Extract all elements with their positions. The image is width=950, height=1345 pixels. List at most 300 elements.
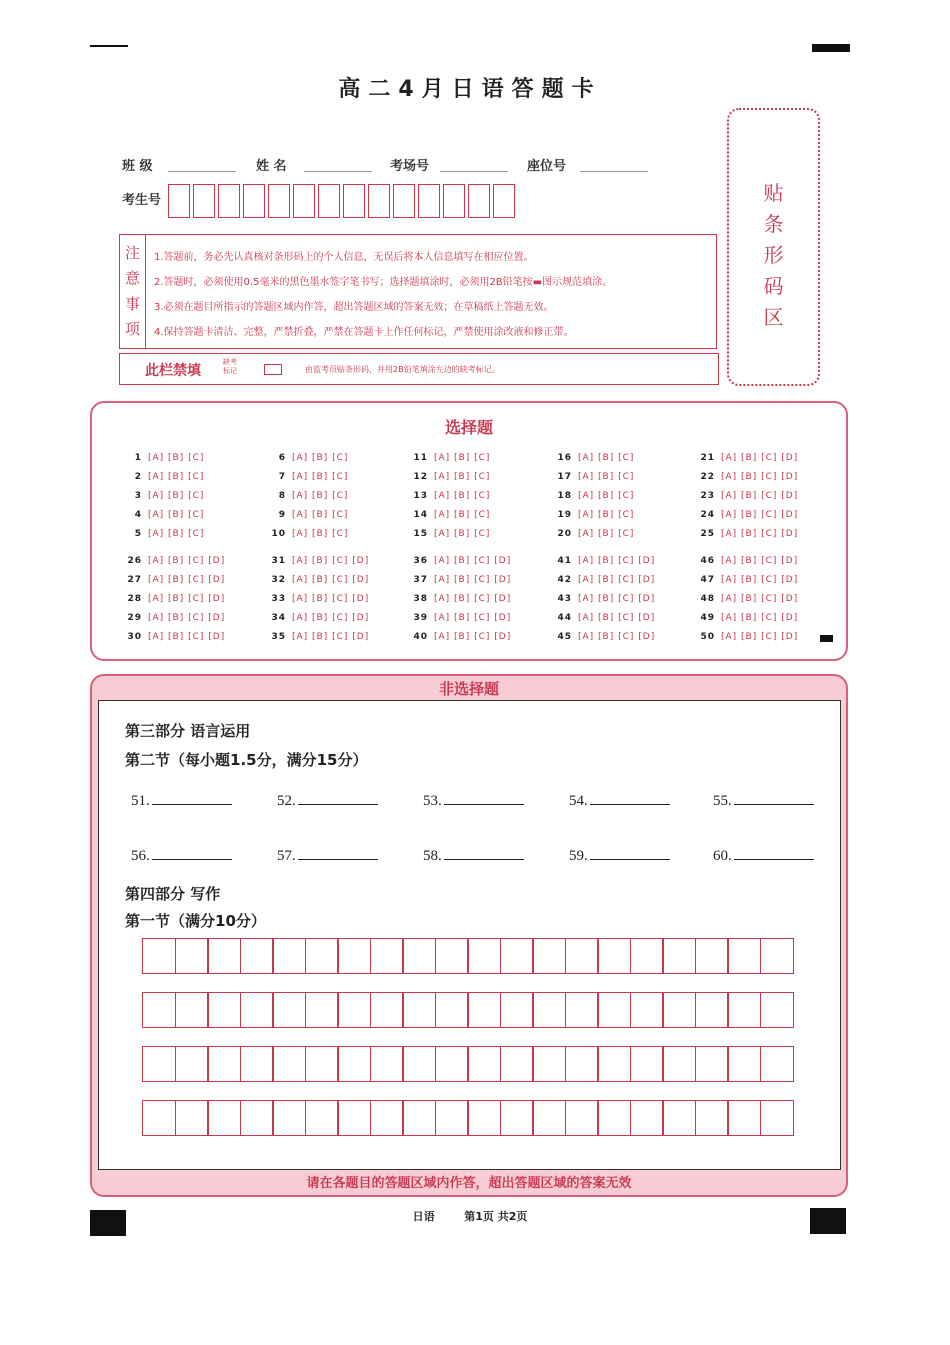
mc-question-number: 3 — [134, 491, 142, 501]
mc-question-number: 17 — [557, 472, 572, 482]
mc-question[interactable] — [126, 491, 204, 501]
mc-question[interactable] — [699, 594, 798, 604]
mc-options[interactable]: [A] [B] [C] [D] — [721, 632, 799, 642]
mc-question-number: 48 — [700, 594, 715, 604]
mc-options[interactable]: [A] [B] [C] [D] — [292, 613, 370, 623]
writing-grid-cell[interactable] — [240, 992, 274, 1028]
mc-options[interactable]: [A] [B] [C] [D] — [721, 594, 799, 604]
writing-grid-cell[interactable] — [760, 1100, 794, 1136]
blank-number: 59. — [569, 848, 588, 864]
mc-question-number: 11 — [413, 453, 428, 463]
student-id-digit-box[interactable] — [243, 184, 265, 218]
writing-grid-cell[interactable] — [142, 1100, 176, 1136]
writing-grid-row — [142, 992, 792, 1028]
writing-grid-cell[interactable] — [532, 992, 566, 1028]
mc-question-number: 30 — [127, 632, 142, 642]
mc-question[interactable] — [699, 613, 798, 623]
mc-question-number: 10 — [271, 529, 286, 539]
mc-options[interactable]: [A] [B] [C] — [148, 510, 205, 520]
mc-question[interactable] — [126, 472, 204, 482]
mc-question[interactable] — [126, 453, 204, 463]
room-field[interactable] — [440, 171, 508, 172]
mc-question-number: 8 — [278, 491, 286, 501]
blank-line[interactable] — [152, 792, 232, 805]
mc-options[interactable]: [A] [B] [C] — [578, 491, 635, 501]
writing-grid-row — [142, 938, 792, 974]
writing-grid-cell[interactable] — [305, 1100, 339, 1136]
blank-number: 57. — [277, 848, 296, 864]
writing-grid-cell[interactable] — [467, 1100, 501, 1136]
mc-options[interactable]: [A] [B] [C] — [578, 453, 635, 463]
writing-grid-cell[interactable] — [630, 992, 664, 1028]
forbidden-field — [119, 353, 719, 385]
student-id-digit-box[interactable] — [443, 184, 465, 218]
mc-question-number: 45 — [557, 632, 572, 642]
mc-options[interactable]: [A] [B] [C] [D] — [578, 632, 656, 642]
mc-options[interactable]: [A] [B] [C] — [434, 529, 491, 539]
mc-question-number: 23 — [700, 491, 715, 501]
mc-question[interactable] — [699, 472, 798, 482]
absence-mark-box[interactable] — [264, 364, 282, 375]
writing-grid-cell[interactable] — [337, 992, 371, 1028]
blank-line[interactable] — [734, 792, 814, 805]
mc-options[interactable]: [A] [B] [C] — [292, 510, 349, 520]
timing-mark — [820, 635, 833, 642]
notes-heading-char: 事 — [124, 294, 140, 313]
mc-question-number: 42 — [557, 575, 572, 585]
writing-grid-cell[interactable] — [467, 992, 501, 1028]
mc-options[interactable]: [A] [B] [C] [D] — [721, 453, 799, 463]
mc-options[interactable]: [A] [B] [C] [D] — [148, 594, 226, 604]
writing-grid-cell[interactable] — [370, 992, 404, 1028]
student-id-digit-box[interactable] — [193, 184, 215, 218]
mc-options[interactable]: [A] [B] [C] — [292, 529, 349, 539]
student-id-boxes[interactable] — [168, 184, 518, 218]
mc-question[interactable] — [556, 510, 634, 520]
writing-grid-cell[interactable] — [402, 992, 436, 1028]
mc-question-number: 40 — [413, 632, 428, 642]
mc-question[interactable] — [126, 632, 225, 642]
writing-grid-cell[interactable] — [305, 992, 339, 1028]
student-id-digit-box[interactable] — [343, 184, 365, 218]
mc-question-number: 28 — [127, 594, 142, 604]
mc-options[interactable]: [A] [B] [C] — [148, 529, 205, 539]
mc-question-number: 25 — [700, 529, 715, 539]
mc-question[interactable] — [556, 491, 634, 501]
writing-grid-cell[interactable] — [532, 1046, 566, 1082]
writing-grid-cell[interactable] — [565, 1100, 599, 1136]
writing-grid-cell[interactable] — [662, 938, 696, 974]
mc-question-number: 16 — [557, 453, 572, 463]
mc-question-number: 44 — [557, 613, 572, 623]
writing-grid-row — [142, 1046, 792, 1082]
writing-grid-cell[interactable] — [565, 992, 599, 1028]
writing-grid-cell[interactable] — [727, 1100, 761, 1136]
blank-line[interactable] — [734, 847, 814, 860]
mc-question[interactable] — [126, 575, 225, 585]
mc-question[interactable] — [699, 453, 798, 463]
writing-grid-cell[interactable] — [597, 1100, 631, 1136]
writing-grid-cell[interactable] — [662, 1100, 696, 1136]
mc-question[interactable] — [412, 613, 511, 623]
writing-grid-cell[interactable] — [337, 1100, 371, 1136]
mc-question[interactable] — [412, 529, 490, 539]
mc-question[interactable] — [270, 556, 369, 566]
mc-question[interactable] — [556, 529, 634, 539]
writing-grid-cell[interactable] — [727, 1046, 761, 1082]
writing-grid-cell[interactable] — [662, 992, 696, 1028]
writing-grid-cell[interactable] — [337, 938, 371, 974]
name-field[interactable] — [304, 171, 372, 172]
mc-question-number: 35 — [271, 632, 286, 642]
mc-question-number: 46 — [700, 556, 715, 566]
mc-question-number: 24 — [700, 510, 715, 520]
mc-question-number: 13 — [413, 491, 428, 501]
blank-line[interactable] — [298, 847, 378, 860]
mc-options[interactable]: [A] [B] [C] — [578, 510, 635, 520]
writing-grid-cell[interactable] — [467, 938, 501, 974]
mc-question[interactable] — [412, 632, 511, 642]
mc-question[interactable] — [699, 510, 798, 520]
mc-question-number: 36 — [413, 556, 428, 566]
writing-grid-cell[interactable] — [305, 1046, 339, 1082]
blank-number: 53. — [423, 793, 442, 809]
mc-options[interactable]: [A] [B] [C] [D] — [434, 594, 512, 604]
mc-question[interactable] — [270, 529, 348, 539]
note-item: 2.答题时，必须使用0.5毫米的黑色墨水签字笔书写；选择题填涂时，必须用2B铅笔按▬图示规范填涂。 — [154, 277, 613, 288]
multiple-choice-title: 选择题 — [444, 418, 493, 437]
fill-in-blank[interactable] — [569, 792, 670, 810]
blank-number: 51. — [131, 793, 150, 809]
non-choice-answer-area — [98, 700, 841, 1170]
student-id-digit-box[interactable] — [318, 184, 340, 218]
writing-grid-cell[interactable] — [142, 992, 176, 1028]
fill-in-blank[interactable] — [277, 792, 378, 810]
mc-question[interactable] — [126, 529, 204, 539]
non-choice-footer-warning: 请在各题目的答题区域内作答，超出答题区域的答案无效 — [306, 1176, 632, 1191]
mc-question-number: 32 — [271, 575, 286, 585]
notes-heading — [120, 235, 146, 348]
writing-grid-cell[interactable] — [207, 1046, 241, 1082]
mc-options[interactable]: [A] [B] [C] — [434, 453, 491, 463]
mc-question-number: 29 — [127, 613, 142, 623]
writing-grid-cell[interactable] — [662, 1046, 696, 1082]
mc-options[interactable]: [A] [B] [C] [D] — [292, 594, 370, 604]
fill-in-blank[interactable] — [713, 847, 814, 865]
writing-grid-cell[interactable] — [272, 992, 306, 1028]
mc-question[interactable] — [556, 472, 634, 482]
mc-options[interactable]: [A] [B] [C] [D] — [578, 575, 656, 585]
mc-question[interactable] — [556, 632, 655, 642]
mc-options[interactable]: [A] [B] [C] [D] — [721, 491, 799, 501]
name-label: 姓 名 — [256, 159, 287, 174]
writing-grid-cell[interactable] — [695, 938, 729, 974]
blank-number: 60. — [713, 848, 732, 864]
mc-question[interactable] — [412, 491, 490, 501]
mc-question-number: 33 — [271, 594, 286, 604]
mc-question[interactable] — [270, 613, 369, 623]
writing-grid-cell[interactable] — [240, 938, 274, 974]
mc-question-number: 20 — [557, 529, 572, 539]
mc-question-number: 39 — [413, 613, 428, 623]
mc-question-number: 47 — [700, 575, 715, 585]
writing-grid-cell[interactable] — [402, 1046, 436, 1082]
mc-question[interactable] — [556, 594, 655, 604]
mc-options[interactable]: [A] [B] [C] [D] — [721, 529, 799, 539]
mc-question-number: 7 — [278, 472, 286, 482]
fill-in-blank[interactable] — [277, 847, 378, 865]
writing-grid-cell[interactable] — [175, 938, 209, 974]
writing-grid-cell[interactable] — [500, 938, 534, 974]
blank-line[interactable] — [152, 847, 232, 860]
class-field[interactable] — [168, 171, 236, 172]
writing-grid-cell[interactable] — [435, 1046, 469, 1082]
page-title: 高二4月日语答题卡 — [338, 77, 602, 102]
writing-grid-cell[interactable] — [760, 1046, 794, 1082]
class-label: 班 级 — [122, 159, 153, 174]
mc-question-number: 12 — [413, 472, 428, 482]
writing-grid-cell[interactable] — [597, 992, 631, 1028]
mc-options[interactable]: [A] [B] [C] — [148, 491, 205, 501]
writing-grid-cell[interactable] — [500, 992, 534, 1028]
part3-heading: 第三部分 语言运用 — [125, 722, 251, 740]
non-choice-section — [90, 674, 848, 1197]
mc-question[interactable] — [556, 613, 655, 623]
mc-question[interactable] — [699, 491, 798, 501]
writing-grid-cell[interactable] — [597, 1046, 631, 1082]
mc-options[interactable]: [A] [B] [C] — [434, 472, 491, 482]
mc-question-number: 50 — [700, 632, 715, 642]
blank-line[interactable] — [590, 792, 670, 805]
section1-heading: 第一节（满分10分） — [125, 912, 266, 930]
writing-grid-cell[interactable] — [760, 992, 794, 1028]
fill-in-blank[interactable] — [713, 792, 814, 810]
mc-options[interactable]: [A] [B] [C] [D] — [578, 556, 656, 566]
writing-grid-cell[interactable] — [695, 1046, 729, 1082]
writing-grid-cell[interactable] — [695, 1100, 729, 1136]
mc-question[interactable] — [556, 556, 655, 566]
mc-question-number: 31 — [271, 556, 286, 566]
mc-options[interactable]: [A] [B] [C] — [292, 472, 349, 482]
mc-options[interactable]: [A] [B] [C] — [148, 472, 205, 482]
forbidden-label: 此栏禁填 — [145, 363, 201, 379]
writing-grid-cell[interactable] — [435, 1100, 469, 1136]
mc-question[interactable] — [556, 453, 634, 463]
mc-options[interactable]: [A] [B] [C] — [578, 529, 635, 539]
mc-question[interactable] — [126, 594, 225, 604]
mc-options[interactable]: [A] [B] [C] [D] — [434, 632, 512, 642]
mc-question-number: 21 — [700, 453, 715, 463]
mc-options[interactable]: [A] [B] [C] — [292, 453, 349, 463]
mc-question[interactable] — [126, 613, 225, 623]
mc-question[interactable] — [270, 632, 369, 642]
writing-grid-cell[interactable] — [272, 1046, 306, 1082]
writing-grid-cell[interactable] — [727, 992, 761, 1028]
mc-options[interactable]: [A] [B] [C] [D] — [292, 575, 370, 585]
student-id-digit-box[interactable] — [218, 184, 240, 218]
blank-line[interactable] — [444, 847, 524, 860]
mc-options[interactable]: [A] [B] [C] [D] — [721, 613, 799, 623]
mc-options[interactable]: [A] [B] [C] [D] — [148, 575, 226, 585]
writing-grid-cell[interactable] — [142, 938, 176, 974]
mc-question[interactable] — [270, 453, 348, 463]
writing-grid-cell[interactable] — [597, 938, 631, 974]
writing-grid-cell[interactable] — [727, 938, 761, 974]
mc-question[interactable] — [412, 472, 490, 482]
mc-question[interactable] — [270, 510, 348, 520]
writing-grid-cell[interactable] — [370, 1100, 404, 1136]
mc-question[interactable] — [270, 491, 348, 501]
writing-grid-cell[interactable] — [175, 1046, 209, 1082]
part4-heading: 第四部分 写作 — [125, 885, 221, 903]
mc-options[interactable]: [A] [B] [C] [D] — [721, 575, 799, 585]
student-id-digit-box[interactable] — [493, 184, 515, 218]
mc-options[interactable]: [A] [B] [C] [D] — [434, 556, 512, 566]
writing-grid-cell[interactable] — [760, 938, 794, 974]
student-id-digit-box[interactable] — [468, 184, 490, 218]
barcode-area-label: 贴 条 形 码 区 — [763, 181, 784, 329]
mc-question[interactable] — [270, 575, 369, 585]
blank-line[interactable] — [590, 847, 670, 860]
writing-grid-cell[interactable] — [532, 1100, 566, 1136]
writing-grid-cell[interactable] — [630, 1100, 664, 1136]
writing-grid-cell[interactable] — [467, 1046, 501, 1082]
student-id-label: 考生号 — [122, 193, 162, 208]
writing-grid-cell[interactable] — [175, 992, 209, 1028]
notes-heading-char: 项 — [124, 319, 140, 338]
blank-number: 58. — [423, 848, 442, 864]
corner-line-top-left — [90, 45, 128, 47]
mc-question[interactable] — [556, 575, 655, 585]
mc-options[interactable]: [A] [B] [C] — [434, 491, 491, 501]
fill-in-blank[interactable] — [423, 847, 524, 865]
seat-field[interactable] — [580, 171, 648, 172]
writing-grid-cell[interactable] — [175, 1100, 209, 1136]
mc-options[interactable]: [A] [B] [C] [D] — [434, 613, 512, 623]
note-item: 4.保持答题卡清洁、完整，严禁折叠，严禁在答题卡上作任何标记，严禁使用涂改液和修正带。 — [154, 327, 574, 338]
mc-question[interactable] — [699, 632, 798, 642]
mc-options[interactable]: [A] [B] [C] — [292, 491, 349, 501]
fill-in-blank[interactable] — [569, 847, 670, 865]
mc-question[interactable] — [270, 472, 348, 482]
writing-grid-cell[interactable] — [695, 992, 729, 1028]
writing-grid-cell[interactable] — [272, 938, 306, 974]
forbidden-note: 由监考员贴条形码，并用2B铅笔填涂左边的缺考标记。 — [305, 365, 500, 374]
blank-number: 54. — [569, 793, 588, 809]
writing-grid-cell[interactable] — [402, 1100, 436, 1136]
notes-list — [154, 245, 712, 345]
mc-question-number: 49 — [700, 613, 715, 623]
fill-in-blank[interactable] — [423, 792, 524, 810]
footer-subject: 日语 — [412, 1210, 435, 1223]
mc-question[interactable] — [126, 556, 225, 566]
writing-grid-cell[interactable] — [207, 992, 241, 1028]
writing-grid-cell[interactable] — [272, 1100, 306, 1136]
notes-heading-char: 意 — [124, 269, 140, 288]
blank-line[interactable] — [298, 792, 378, 805]
writing-grid-cell[interactable] — [435, 938, 469, 974]
mc-options[interactable]: [A] [B] [C] [D] — [292, 632, 370, 642]
student-id-digit-box[interactable] — [368, 184, 390, 218]
mc-options[interactable]: [A] [B] [C] [D] — [148, 613, 226, 623]
mc-question[interactable] — [412, 453, 490, 463]
note-item: 1.答题前，务必先认真核对条形码上的个人信息，无误后将本人信息填写在相应位置。 — [154, 252, 534, 263]
mc-options[interactable]: [A] [B] [C] [D] — [434, 575, 512, 585]
mc-question[interactable] — [699, 556, 798, 566]
writing-grid-cell[interactable] — [500, 1046, 534, 1082]
mc-question[interactable] — [412, 594, 511, 604]
mc-options[interactable]: [A] [B] [C] — [578, 472, 635, 482]
student-id-digit-box[interactable] — [293, 184, 315, 218]
mc-question[interactable] — [699, 575, 798, 585]
mc-options[interactable]: [A] [B] [C] [D] — [721, 472, 799, 482]
mc-options[interactable]: [A] [B] [C] [D] — [578, 594, 656, 604]
writing-grid-cell[interactable] — [240, 1100, 274, 1136]
mc-question-number: 34 — [271, 613, 286, 623]
writing-grid-cell[interactable] — [532, 938, 566, 974]
mc-question[interactable] — [126, 510, 204, 520]
writing-grid-cell[interactable] — [630, 938, 664, 974]
notes-heading-char: 注 — [124, 244, 140, 263]
mc-options[interactable]: [A] [B] [C] [D] — [721, 510, 799, 520]
mc-options[interactable]: [A] [B] [C] [D] — [292, 556, 370, 566]
footer-page-number: 第1页 共2页 — [464, 1210, 528, 1223]
mc-question[interactable] — [412, 556, 511, 566]
writing-grid-cell[interactable] — [630, 1046, 664, 1082]
writing-grid-row — [142, 1100, 792, 1136]
mc-question[interactable] — [699, 529, 798, 539]
fill-in-blank[interactable] — [131, 847, 232, 865]
writing-grid-cell[interactable] — [500, 1100, 534, 1136]
student-id-digit-box[interactable] — [393, 184, 415, 218]
mc-question[interactable] — [412, 575, 511, 585]
student-id-digit-box[interactable] — [418, 184, 440, 218]
writing-grid-cell[interactable] — [207, 1100, 241, 1136]
mc-question[interactable] — [270, 594, 369, 604]
writing-grid-cell[interactable] — [337, 1046, 371, 1082]
mc-question[interactable] — [412, 510, 490, 520]
writing-grid-cell[interactable] — [305, 938, 339, 974]
student-id-digit-box[interactable] — [268, 184, 290, 218]
mc-question-number: 4 — [134, 510, 142, 520]
mc-options[interactable]: [A] [B] [C] [D] — [578, 613, 656, 623]
writing-grid-cell[interactable] — [402, 938, 436, 974]
mc-question-number: 41 — [557, 556, 572, 566]
seat-label: 座位号 — [527, 159, 567, 174]
writing-grid-cell[interactable] — [207, 938, 241, 974]
mc-question-number: 1 — [134, 453, 142, 463]
writing-grid-cell[interactable] — [435, 992, 469, 1028]
writing-grid-cell[interactable] — [565, 938, 599, 974]
writing-grid-cell[interactable] — [370, 1046, 404, 1082]
student-id-digit-box[interactable] — [168, 184, 190, 218]
mc-question-number: 38 — [413, 594, 428, 604]
fill-in-blank[interactable] — [131, 792, 232, 810]
section2-heading: 第二节（每小题1.5分，满分15分） — [125, 751, 368, 769]
mc-options[interactable]: [A] [B] [C] [D] — [148, 556, 226, 566]
writing-grid-cell[interactable] — [370, 938, 404, 974]
writing-grid-cell[interactable] — [240, 1046, 274, 1082]
writing-grid-cell[interactable] — [142, 1046, 176, 1082]
mc-options[interactable]: [A] [B] [C] — [148, 453, 205, 463]
mc-question-number: 14 — [413, 510, 428, 520]
mc-options[interactable]: [A] [B] [C] [D] — [148, 632, 226, 642]
blank-line[interactable] — [444, 792, 524, 805]
mc-options[interactable]: [A] [B] [C] [D] — [721, 556, 799, 566]
non-choice-title: 非选择题 — [438, 680, 499, 698]
writing-grid-cell[interactable] — [565, 1046, 599, 1082]
mc-options[interactable]: [A] [B] [C] — [434, 510, 491, 520]
